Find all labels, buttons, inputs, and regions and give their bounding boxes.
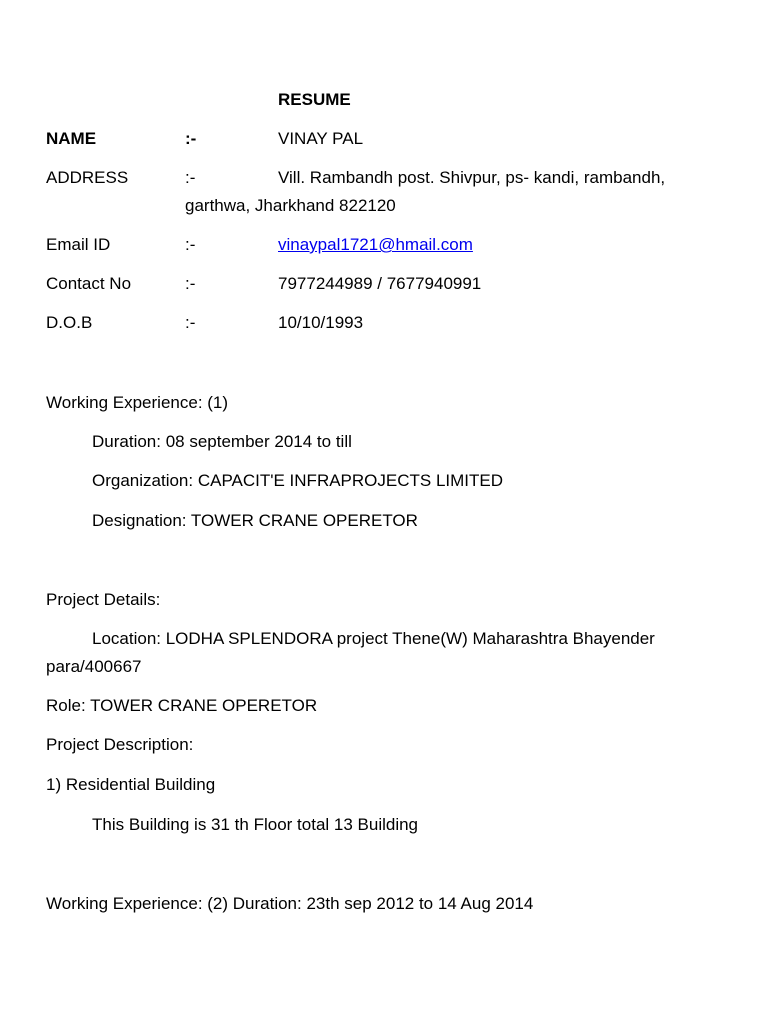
- dob-separator: :-: [185, 313, 196, 332]
- contact-value: 7977244989 / 7677940991: [278, 274, 482, 293]
- experience1-duration: Duration: 08 september 2014 to till: [92, 432, 352, 451]
- dob-label: D.O.B: [46, 313, 93, 332]
- email-label: Email ID: [46, 235, 111, 254]
- address-separator: :-: [185, 168, 196, 187]
- experience2-heading: Working Experience: (2) Duration: 23th sep 2012 to 14 Aug 2014: [46, 894, 534, 913]
- project-item-1-detail: This Building is 31 th Floor total 13 Building: [92, 815, 419, 834]
- resume-title: RESUME: [278, 90, 351, 109]
- contact-label: Contact No: [46, 274, 132, 293]
- experience1-heading: Working Experience: (1): [46, 393, 229, 412]
- project-description-heading: Project Description:: [46, 735, 194, 754]
- experience1-designation: Designation: TOWER CRANE OPERETOR: [92, 511, 418, 530]
- address-value-line2: garthwa, Jharkhand 822120: [185, 196, 396, 215]
- dob-value: 10/10/1993: [278, 313, 364, 332]
- project-location-line1: Location: LODHA SPLENDORA project Thene(W) Maharashtra Bhayender: [92, 629, 655, 648]
- contact-separator: :-: [185, 274, 196, 293]
- project-heading: Project Details:: [46, 590, 161, 609]
- address-value-line1: Vill. Rambandh post. Shivpur, ps- kandi, rambandh,: [278, 168, 666, 187]
- address-label: ADDRESS: [46, 168, 129, 187]
- project-role: Role: TOWER CRANE OPERETOR: [46, 696, 318, 715]
- project-item-1: 1) Residential Building: [46, 775, 216, 794]
- experience1-organization: Organization: CAPACIT'E INFRAPROJECTS LIMITED: [92, 471, 504, 490]
- name-separator: :-: [185, 129, 197, 148]
- email-separator: :-: [185, 235, 196, 254]
- name-label: NAME: [46, 129, 97, 148]
- email-link[interactable]: vinaypal1721@hmail.com: [278, 235, 473, 254]
- project-location-line2: para/400667: [46, 657, 142, 676]
- name-value: VINAY PAL: [278, 129, 364, 148]
